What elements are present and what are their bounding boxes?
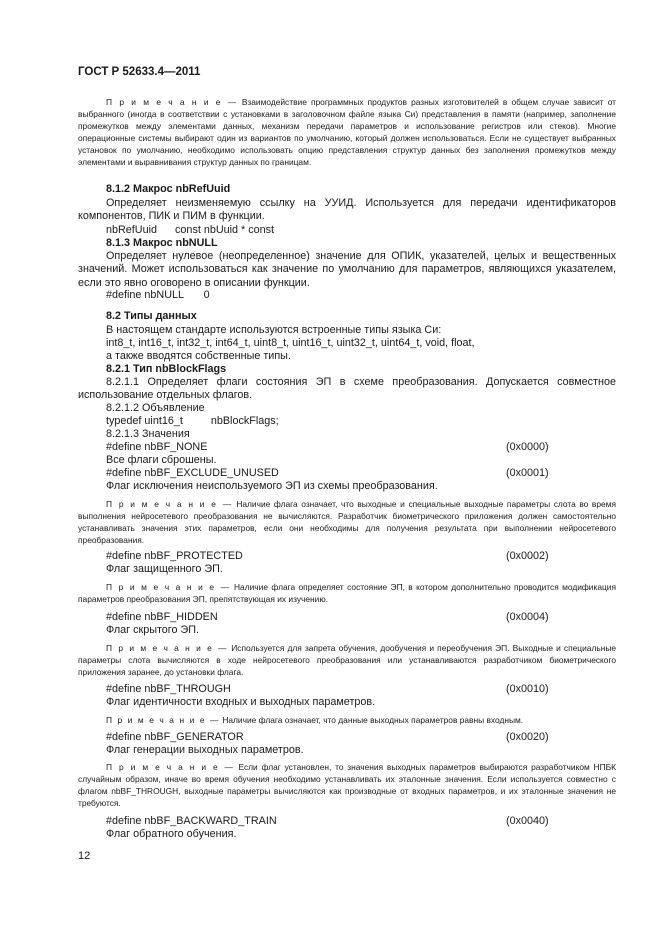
flag-define: #define nbBF_THROUGH bbox=[106, 683, 231, 695]
flag-desc: Флаг идентичности входных и выходных параметров. bbox=[106, 696, 376, 708]
code-line-nbnull bbox=[106, 289, 210, 302]
section-heading-8-1-3: 8.1.3 Макрос nbNULL bbox=[106, 237, 218, 249]
note-label: П р и м е ч а н и е — bbox=[106, 97, 238, 107]
section-heading-8-2: 8.2 Типы данных bbox=[106, 310, 197, 322]
flag-desc: Флаг защищенного ЭП. bbox=[106, 563, 223, 575]
flag-define: #define nbBF_GENERATOR bbox=[106, 731, 244, 743]
section-heading-8-1-2: 8.1.2 Макрос nbRefUuid bbox=[106, 183, 231, 195]
flag-value: (0x0000) bbox=[506, 441, 549, 453]
note-text: Если флаг установлен, то значения выходных параметров выбираются разработчиком НПБК случайным образом, иначе во время обучения необходимо устанавливать их эталонные значения. Если используется совместно с флагом nbBF_THROUGH, выходные параметры вычисляются как производные от входных параметров, и их эталонные значения не требуются. bbox=[78, 762, 617, 808]
code-line-nbrefuuid bbox=[106, 224, 274, 237]
typedef-type: typedef uint16_t bbox=[106, 415, 183, 427]
flag-value: (0x0040) bbox=[506, 815, 549, 827]
flag-value: (0x0001) bbox=[506, 467, 549, 479]
flag-define: #define nbBF_NONE bbox=[106, 441, 208, 453]
note-hidden bbox=[78, 643, 616, 679]
page-header: ГОСТ Р 52633.4—2011 bbox=[78, 66, 201, 78]
code-value: const nbUuid * const bbox=[175, 224, 275, 236]
section-text-8-2-1-3: 8.2.1.3 Значения bbox=[106, 428, 190, 440]
note-text: Наличие флага означает, что данные выходных параметров равны входным. bbox=[222, 715, 524, 725]
flag-desc: Флаг исключения неиспользуемого ЭП из схемы преобразования. bbox=[106, 480, 438, 492]
note-label: П р и м е ч а н и е — bbox=[106, 499, 233, 509]
note-representation bbox=[78, 97, 616, 168]
flag-desc: Флаг обратного обучения. bbox=[106, 828, 237, 840]
note-text: Используется для запрета обучения, дообучения и переобучения ЭП. Выходные и специальные параметры слота вычисляются в ходе нейросетевого преобразования или устанавливаются разработчиком биометрического приложения заранее, до установки флага. bbox=[78, 643, 616, 677]
note-exclude-unused bbox=[78, 499, 616, 547]
code-name: nbRefUuid bbox=[106, 224, 158, 236]
types-line-3: а также вводятся собственные типы. bbox=[106, 350, 291, 362]
flag-define: #define nbBF_BACKWARD_TRAIN bbox=[106, 815, 277, 827]
note-text: Взаимодействие программных продуктов разных изготовителей в общем случае зависит от выбранного (иногда в соответствии с установками в заголовочном файле языка Си) представления в памяти (например, заполнение промежутков между элементами данных, механизм передачи параметров и использование регистров или стеков). Многие операционные системы выбирают один из вариантов по умолчанию, который должен использоваться. Если не существует выбранных установок по умолчанию, необходимо использовать опцию представления структур данных без заполнения промежутков между элементами и выравнивания структур данных по границам. bbox=[78, 97, 617, 167]
flag-desc: Флаг скрытого ЭП. bbox=[106, 624, 200, 636]
page-number: 12 bbox=[78, 850, 91, 862]
flag-value: (0x0002) bbox=[506, 550, 549, 562]
note-label: П р и м е ч а н и е — bbox=[106, 715, 220, 725]
section-text-8-2-1-2: 8.2.1.2 Объявление bbox=[106, 402, 205, 414]
note-label: П р и м е ч а н и е — bbox=[106, 762, 235, 772]
types-line-1: В настоящем стандарте используются встроенные типы языка Си: bbox=[106, 324, 442, 336]
flag-define: #define nbBF_EXCLUDE_UNUSED bbox=[106, 467, 279, 479]
typedef-name: nbBlockFlags; bbox=[210, 415, 279, 427]
note-label: П р и м е ч а н и е — bbox=[106, 643, 229, 653]
flag-value: (0x0010) bbox=[506, 683, 549, 695]
note-text: Наличие флага означает, что выходные и специальные выходные параметры слота во время выполнения нейросетевого преобразования не вычисляются. Разработчик биометрического приложения должен самостоятельно устанавливать значения этих параметров, если они необходимы для получения результата при выполнении нейросетевого преобразования. bbox=[78, 499, 616, 545]
flag-desc: Все флаги сброшены. bbox=[106, 454, 217, 466]
flag-value: (0x0004) bbox=[506, 611, 549, 623]
flag-desc: Флаг генерации выходных параметров. bbox=[106, 744, 304, 756]
section-text-8-1-3: Определяет нулевое (неопределенное) значение для ОПИК, указателей, целых и вещественных значений. Может использоваться как значение по умолчанию для параметров, являющихся указателем, если это явно оговорено в описании функции. bbox=[78, 250, 616, 289]
note-through bbox=[78, 715, 616, 727]
section-heading-8-2-1: 8.2.1 Тип nbBlockFlags bbox=[106, 363, 227, 375]
note-protected bbox=[78, 582, 616, 606]
types-line-2: int8_t, int16_t, int32_t, int64_t, uint8_t, uint16_t, uint32_t, uint64_t, void, float, bbox=[106, 337, 475, 349]
flag-value: (0x0020) bbox=[506, 731, 549, 743]
typedef-line bbox=[106, 415, 279, 428]
code-name: #define nbNULL bbox=[106, 289, 184, 301]
note-label: П р и м е ч а н и е — bbox=[106, 582, 231, 592]
flag-define: #define nbBF_PROTECTED bbox=[106, 550, 243, 562]
note-generator bbox=[78, 762, 616, 810]
note-text: Наличие флага определяет состояние ЭП, в котором дополнительно проводится модификация параметров преобразования ЭП, препятствующая их изучению. bbox=[78, 582, 616, 604]
section-text-8-1-2: Определяет неизменяемую ссылку на УУИД. Используется для передачи идентификаторов компонентов, ПИК и ПИМ в функции. bbox=[78, 197, 616, 223]
code-value: 0 bbox=[203, 289, 210, 301]
section-text-8-2-1-1: 8.2.1.1 Определяет флаги состояния ЭП в схеме преобразования. Допускается совместное использование отдельных флагов. bbox=[78, 376, 616, 402]
flag-define: #define nbBF_HIDDEN bbox=[106, 611, 218, 623]
